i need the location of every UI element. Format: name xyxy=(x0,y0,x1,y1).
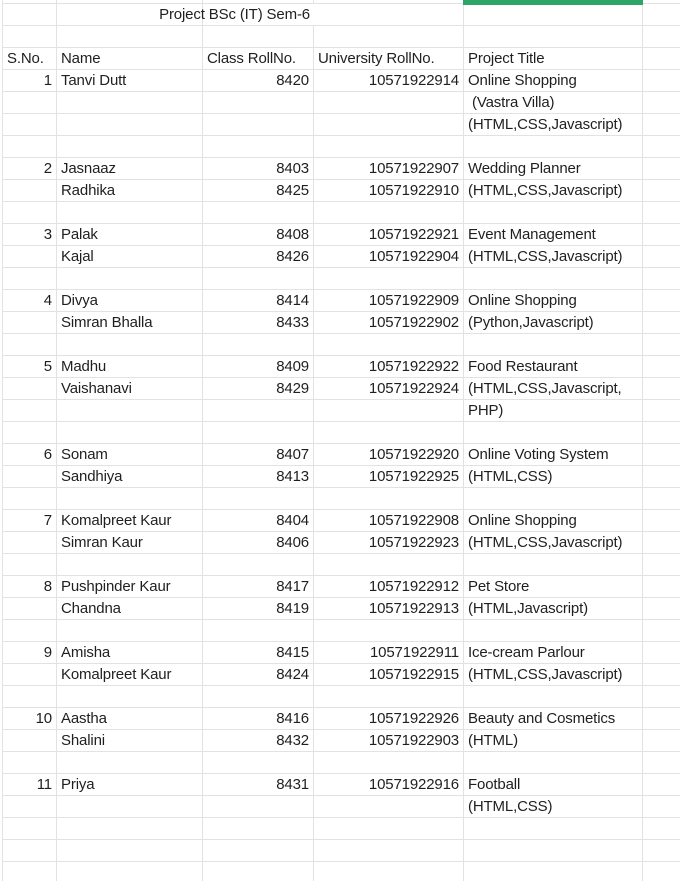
table-row xyxy=(3,752,680,774)
cell-class-rollno[interactable] xyxy=(203,334,314,355)
cell-name[interactable] xyxy=(57,796,203,817)
cell-filler[interactable] xyxy=(643,400,680,421)
cell-sno[interactable]: S.No. xyxy=(3,48,57,69)
cell-name[interactable] xyxy=(57,202,203,223)
cell-filler[interactable] xyxy=(643,708,680,729)
cell-university-rollno[interactable]: 10571922923 xyxy=(314,532,464,553)
cell-class-rollno[interactable] xyxy=(203,202,314,223)
cell-filler[interactable] xyxy=(643,444,680,465)
cell-university-rollno[interactable]: 10571922912 xyxy=(314,576,464,597)
cell-sno[interactable] xyxy=(3,532,57,553)
cell-university-rollno[interactable]: 10571922911 xyxy=(314,642,464,663)
cell-university-rollno[interactable] xyxy=(314,620,464,641)
cell-name[interactable]: Simran Bhalla xyxy=(57,312,203,333)
cell-name[interactable]: Komalpreet Kaur xyxy=(57,664,203,685)
cell-name[interactable] xyxy=(57,92,203,113)
cell-university-rollno[interactable] xyxy=(314,136,464,157)
cell-class-rollno[interactable]: 8409 xyxy=(203,356,314,377)
table-row xyxy=(3,642,680,664)
cell-university-rollno[interactable] xyxy=(314,554,464,575)
table-row xyxy=(3,818,680,840)
cell-name[interactable]: Name xyxy=(57,48,203,69)
cell-filler[interactable] xyxy=(643,136,680,157)
cell-filler[interactable] xyxy=(643,224,680,245)
cell-name[interactable]: Kajal xyxy=(57,246,203,267)
cell-project-title[interactable]: Pet Store xyxy=(464,576,643,597)
cell-university-rollno[interactable] xyxy=(314,400,464,421)
cell-university-rollno[interactable]: 10571922904 xyxy=(314,246,464,267)
table-row xyxy=(3,312,680,334)
cell-sno[interactable] xyxy=(3,378,57,399)
cell-sno[interactable] xyxy=(3,422,57,443)
cell-sno[interactable] xyxy=(3,664,57,685)
cell-project-title[interactable]: Food Restaurant xyxy=(464,356,643,377)
cell-sno[interactable]: 4 xyxy=(3,290,57,311)
table-row xyxy=(3,378,680,400)
cell-university-rollno[interactable]: University RollNo. xyxy=(314,48,464,69)
cell-filler[interactable] xyxy=(643,642,680,663)
cell-filler[interactable] xyxy=(643,620,680,641)
cell-university-rollno[interactable] xyxy=(314,92,464,113)
cell-class-rollno[interactable] xyxy=(203,554,314,575)
cell-filler[interactable] xyxy=(643,730,680,751)
cell-name[interactable]: Tanvi Dutt xyxy=(57,70,203,91)
cell-sno[interactable]: 2 xyxy=(3,158,57,179)
cell-filler[interactable] xyxy=(643,862,680,881)
cell-filler[interactable] xyxy=(643,356,680,377)
cell-sno[interactable] xyxy=(3,136,57,157)
cell-class-rollno[interactable] xyxy=(203,114,314,135)
cell-sno[interactable] xyxy=(3,4,57,25)
cell-university-rollno[interactable]: 10571922916 xyxy=(314,774,464,795)
cell-sno[interactable]: 1 xyxy=(3,70,57,91)
cell-name[interactable]: Shalini xyxy=(57,730,203,751)
cell-university-rollno[interactable] xyxy=(314,334,464,355)
cell-sno[interactable] xyxy=(3,862,57,881)
cell-project-title[interactable] xyxy=(464,26,643,47)
cell-project-title[interactable]: Beauty and Cosmetics xyxy=(464,708,643,729)
table-row xyxy=(3,598,680,620)
cell-project-title[interactable]: Online Shopping xyxy=(464,510,643,531)
cell-university-rollno[interactable]: 10571922924 xyxy=(314,378,464,399)
cell-sno[interactable] xyxy=(3,26,57,47)
cell-filler[interactable] xyxy=(643,70,680,91)
cell-filler[interactable] xyxy=(643,664,680,685)
cell-project-title[interactable]: Event Management xyxy=(464,224,643,245)
cell-project-title[interactable] xyxy=(464,620,643,641)
cell-name[interactable] xyxy=(57,818,203,839)
cell-sno[interactable] xyxy=(3,92,57,113)
cell-university-rollno[interactable] xyxy=(314,268,464,289)
cell-project-title[interactable]: Online Voting System xyxy=(464,444,643,465)
cell-sno[interactable] xyxy=(3,686,57,707)
selection-highlight xyxy=(463,0,643,5)
cell-filler[interactable] xyxy=(643,598,680,619)
cell-project-title[interactable] xyxy=(464,862,643,881)
cell-sno[interactable] xyxy=(3,268,57,289)
cell-project-title[interactable]: (HTML) xyxy=(464,730,643,751)
cell-university-rollno[interactable] xyxy=(314,488,464,509)
table-row xyxy=(3,554,680,576)
cell-sno[interactable]: 11 xyxy=(3,774,57,795)
table-row xyxy=(3,444,680,466)
table-row xyxy=(3,290,680,312)
cell-university-rollno[interactable]: 10571922902 xyxy=(314,312,464,333)
cell-class-rollno[interactable] xyxy=(203,136,314,157)
cell-project-title[interactable]: (HTML,CSS,Javascript) xyxy=(464,114,643,135)
cell-project-title[interactable] xyxy=(464,334,643,355)
table-row xyxy=(3,180,680,202)
cell-class-rollno[interactable]: 8429 xyxy=(203,378,314,399)
cell-project-title[interactable] xyxy=(464,840,643,861)
cell-filler[interactable] xyxy=(643,4,680,25)
table-row xyxy=(3,686,680,708)
cell-class-rollno[interactable]: Class RollNo. xyxy=(203,48,314,69)
cell-university-rollno[interactable] xyxy=(314,686,464,707)
cell-filler[interactable] xyxy=(643,686,680,707)
cell-class-rollno[interactable] xyxy=(203,862,314,881)
cell-university-rollno[interactable]: 10571922920 xyxy=(314,444,464,465)
cell-university-rollno[interactable]: 10571922909 xyxy=(314,290,464,311)
table-row xyxy=(3,708,680,730)
cell-filler[interactable] xyxy=(643,114,680,135)
cell-class-rollno[interactable] xyxy=(203,400,314,421)
cell-class-rollno[interactable]: 8431 xyxy=(203,774,314,795)
cell-university-rollno[interactable]: 10571922908 xyxy=(314,510,464,531)
cell-project-title[interactable]: (HTML,CSS,Javascript) xyxy=(464,180,643,201)
cell-sno[interactable]: 8 xyxy=(3,576,57,597)
cell-name[interactable] xyxy=(57,488,203,509)
cell-filler[interactable] xyxy=(643,180,680,201)
cell-class-rollno[interactable] xyxy=(203,620,314,641)
table-row xyxy=(3,840,680,862)
cell-class-rollno[interactable]: 8404 xyxy=(203,510,314,531)
cell-sno[interactable]: 9 xyxy=(3,642,57,663)
cell-project-title[interactable]: (Vastra Villa) xyxy=(464,92,643,113)
table-row xyxy=(3,92,680,114)
cell-class-rollno[interactable]: Project BSc (IT) Sem-6 xyxy=(159,6,310,23)
cell-project-title[interactable] xyxy=(464,202,643,223)
table-row xyxy=(3,730,680,752)
cell-filler[interactable] xyxy=(643,774,680,795)
cell-university-rollno[interactable] xyxy=(314,818,464,839)
cell-name[interactable] xyxy=(57,752,203,773)
cell-sno[interactable] xyxy=(3,730,57,751)
cell-university-rollno[interactable]: 10571922913 xyxy=(314,598,464,619)
cell-name[interactable] xyxy=(57,840,203,861)
cell-sno[interactable] xyxy=(3,246,57,267)
cell-class-rollno[interactable] xyxy=(203,686,314,707)
table-row xyxy=(3,400,680,422)
cell-project-title[interactable] xyxy=(464,686,643,707)
cell-class-rollno[interactable]: 8432 xyxy=(203,730,314,751)
cell-sno[interactable] xyxy=(3,488,57,509)
cell-project-title[interactable] xyxy=(464,268,643,289)
cell-sno[interactable] xyxy=(3,620,57,641)
cell-university-rollno[interactable] xyxy=(314,862,464,881)
cell-project-title[interactable]: Football xyxy=(464,774,643,795)
cell-name[interactable]: Sonam xyxy=(57,444,203,465)
table-row xyxy=(3,620,680,642)
cell-name[interactable] xyxy=(57,400,203,421)
cell-project-title[interactable] xyxy=(464,136,643,157)
cell-filler[interactable] xyxy=(643,158,680,179)
table-row xyxy=(3,356,680,378)
cell-university-rollno[interactable] xyxy=(314,114,464,135)
cell-project-title[interactable]: Ice-cream Parlour xyxy=(464,642,643,663)
cell-project-title[interactable]: Online Shopping xyxy=(464,290,643,311)
table-row xyxy=(3,532,680,554)
table-row xyxy=(3,422,680,444)
cell-class-rollno[interactable]: 8406 xyxy=(203,532,314,553)
cell-filler[interactable] xyxy=(643,92,680,113)
cell-university-rollno[interactable] xyxy=(314,26,464,47)
cell-name[interactable] xyxy=(57,686,203,707)
cell-filler[interactable] xyxy=(643,840,680,861)
cell-university-rollno[interactable]: 10571922922 xyxy=(314,356,464,377)
cell-filler[interactable] xyxy=(643,818,680,839)
cell-name[interactable]: Amisha xyxy=(57,642,203,663)
cell-project-title[interactable] xyxy=(464,554,643,575)
cell-sno[interactable] xyxy=(3,334,57,355)
cell-university-rollno[interactable] xyxy=(314,752,464,773)
cell-class-rollno[interactable]: 8417 xyxy=(203,576,314,597)
cell-name[interactable]: Komalpreet Kaur xyxy=(57,510,203,531)
cell-sno[interactable] xyxy=(3,114,57,135)
cell-sno[interactable] xyxy=(3,818,57,839)
cell-name[interactable] xyxy=(57,334,203,355)
cell-name[interactable]: Pushpinder Kaur xyxy=(57,576,203,597)
table-row xyxy=(3,488,680,510)
cell-project-title[interactable]: (Python,Javascript) xyxy=(464,312,643,333)
cell-project-title[interactable]: (HTML,Javascript) xyxy=(464,598,643,619)
cell-project-title[interactable]: Online Shopping xyxy=(464,70,643,91)
cell-class-rollno[interactable]: 8424 xyxy=(203,664,314,685)
cell-filler[interactable] xyxy=(643,202,680,223)
table-row xyxy=(3,774,680,796)
cell-sno xyxy=(3,0,57,3)
cell-university-rollno xyxy=(314,0,464,3)
cell-filler[interactable] xyxy=(643,268,680,289)
cell-project-title[interactable]: (HTML,CSS,Javascript) xyxy=(464,532,643,553)
cell-university-rollno[interactable] xyxy=(314,202,464,223)
cell-filler[interactable] xyxy=(643,48,680,69)
cell-filler[interactable] xyxy=(643,554,680,575)
table-row xyxy=(3,202,680,224)
table-row xyxy=(3,268,680,290)
cell-name[interactable] xyxy=(57,114,203,135)
cell-sno[interactable] xyxy=(3,840,57,861)
table-row xyxy=(3,246,680,268)
cell-class-rollno[interactable] xyxy=(203,840,314,861)
cell-university-rollno[interactable]: 10571922910 xyxy=(314,180,464,201)
cell-name[interactable]: Chandna xyxy=(57,598,203,619)
cell-class-rollno[interactable]: 8425 xyxy=(203,180,314,201)
cell-name[interactable]: Radhika xyxy=(57,180,203,201)
cell-name xyxy=(57,0,203,3)
cell-filler[interactable] xyxy=(643,290,680,311)
table-row xyxy=(3,26,680,48)
cell-filler[interactable] xyxy=(643,532,680,553)
cell-project-title[interactable]: Project Title xyxy=(464,48,643,69)
cell-class-rollno[interactable] xyxy=(203,818,314,839)
cell-filler[interactable] xyxy=(643,510,680,531)
cell-filler[interactable] xyxy=(643,796,680,817)
cell-project-title[interactable]: Wedding Planner xyxy=(464,158,643,179)
cell-university-rollno[interactable]: 10571922925 xyxy=(314,466,464,487)
cell-name[interactable]: Priya xyxy=(57,774,203,795)
cell-filler[interactable] xyxy=(643,576,680,597)
cell-university-rollno[interactable]: 10571922907 xyxy=(314,158,464,179)
cell-name[interactable] xyxy=(57,268,203,289)
cell-project-title[interactable]: (HTML,CSS) xyxy=(464,796,643,817)
cell-filler[interactable] xyxy=(643,422,680,443)
cell-name[interactable] xyxy=(57,620,203,641)
cell-university-rollno[interactable]: 10571922915 xyxy=(314,664,464,685)
cell-filler[interactable] xyxy=(643,378,680,399)
table-row xyxy=(3,4,680,26)
cell-class-rollno[interactable] xyxy=(203,422,314,443)
cell-sno[interactable] xyxy=(3,466,57,487)
cell-project-title[interactable]: PHP) xyxy=(464,400,643,421)
table-row xyxy=(3,224,680,246)
cell-sno[interactable]: 10 xyxy=(3,708,57,729)
cell-sno[interactable] xyxy=(3,312,57,333)
table-row xyxy=(3,862,680,881)
cell-name[interactable]: Palak xyxy=(57,224,203,245)
cell-project-title[interactable] xyxy=(464,752,643,773)
cell-project-title[interactable] xyxy=(464,422,643,443)
cell-name[interactable]: Divya xyxy=(57,290,203,311)
table-row xyxy=(3,466,680,488)
cell-class-rollno[interactable] xyxy=(203,796,314,817)
cell-class-rollno[interactable]: 8403 xyxy=(203,158,314,179)
cell-filler[interactable] xyxy=(643,488,680,509)
cell-project-title[interactable]: (HTML,CSS,Javascript, xyxy=(464,378,643,399)
cell-filler xyxy=(643,0,680,3)
table-row xyxy=(3,576,680,598)
cell-sno[interactable] xyxy=(3,180,57,201)
cell-name[interactable] xyxy=(57,136,203,157)
table-row xyxy=(3,70,680,92)
cell-sno[interactable] xyxy=(3,796,57,817)
cell-sno[interactable]: 5 xyxy=(3,356,57,377)
cell-sno[interactable] xyxy=(3,202,57,223)
cell-class-rollno[interactable]: 8413 xyxy=(203,466,314,487)
cell-name[interactable]: Madhu xyxy=(57,356,203,377)
cell-class-rollno[interactable] xyxy=(203,488,314,509)
cell-filler[interactable] xyxy=(643,312,680,333)
cell-filler[interactable] xyxy=(643,26,680,47)
cell-class-rollno[interactable]: 8433 xyxy=(203,312,314,333)
cell-name[interactable]: Jasnaaz xyxy=(57,158,203,179)
cell-name[interactable] xyxy=(57,554,203,575)
cell-name[interactable] xyxy=(57,26,203,47)
cell-project-title[interactable] xyxy=(464,488,643,509)
cell-filler[interactable] xyxy=(643,334,680,355)
cell-name[interactable] xyxy=(57,422,203,443)
cell-project-title[interactable] xyxy=(464,4,643,25)
table-row xyxy=(3,796,680,818)
cell-name[interactable]: Simran Kaur xyxy=(57,532,203,553)
cell-class-rollno[interactable] xyxy=(203,92,314,113)
table-row xyxy=(3,664,680,686)
cell-project-title[interactable] xyxy=(464,818,643,839)
cell-class-rollno[interactable] xyxy=(203,26,314,47)
table-row xyxy=(3,510,680,532)
cell-class-rollno[interactable]: 8407 xyxy=(203,444,314,465)
cell-class-rollno[interactable]: 8420 xyxy=(203,70,314,91)
cell-class-rollno xyxy=(203,0,314,3)
cell-sno[interactable]: 7 xyxy=(3,510,57,531)
cell-university-rollno[interactable] xyxy=(314,4,464,25)
cell-name[interactable] xyxy=(57,862,203,881)
cell-class-rollno[interactable]: 8419 xyxy=(203,598,314,619)
cell-class-rollno[interactable]: 8426 xyxy=(203,246,314,267)
cell-filler[interactable] xyxy=(643,752,680,773)
cell-sno[interactable] xyxy=(3,554,57,575)
cell-class-rollno[interactable]: 8415 xyxy=(203,642,314,663)
cell-sno[interactable] xyxy=(3,752,57,773)
cell-university-rollno[interactable] xyxy=(314,840,464,861)
cell-university-rollno[interactable] xyxy=(314,796,464,817)
cell-name[interactable]: Sandhiya xyxy=(57,466,203,487)
cell-university-rollno[interactable]: 10571922914 xyxy=(314,70,464,91)
cell-class-rollno[interactable]: 8416 xyxy=(203,708,314,729)
cell-class-rollno[interactable] xyxy=(203,268,314,289)
header-row xyxy=(3,48,680,70)
cell-sno[interactable] xyxy=(3,598,57,619)
cell-sno[interactable]: 6 xyxy=(3,444,57,465)
cell-filler[interactable] xyxy=(643,466,680,487)
cell-university-rollno[interactable] xyxy=(314,422,464,443)
table-row xyxy=(3,114,680,136)
cell-sno[interactable] xyxy=(3,400,57,421)
cell-name[interactable]: Vaishanavi xyxy=(57,378,203,399)
table-row xyxy=(3,158,680,180)
cell-university-rollno[interactable]: 10571922903 xyxy=(314,730,464,751)
table-row xyxy=(3,334,680,356)
cell-project-title[interactable]: (HTML,CSS) xyxy=(464,466,643,487)
cell-project-title[interactable]: (HTML,CSS,Javascript) xyxy=(464,246,643,267)
cell-university-rollno[interactable]: 10571922921 xyxy=(314,224,464,245)
cell-class-rollno[interactable]: 8414 xyxy=(203,290,314,311)
table-row xyxy=(3,136,680,158)
spreadsheet-grid xyxy=(2,0,680,881)
cell-project-title[interactable]: (HTML,CSS,Javascript) xyxy=(464,664,643,685)
cell-university-rollno[interactable]: 10571922926 xyxy=(314,708,464,729)
cell-filler[interactable] xyxy=(643,246,680,267)
cell-class-rollno[interactable] xyxy=(203,752,314,773)
cell-name[interactable]: Aastha xyxy=(57,708,203,729)
cell-class-rollno[interactable]: 8408 xyxy=(203,224,314,245)
cell-sno[interactable]: 3 xyxy=(3,224,57,245)
